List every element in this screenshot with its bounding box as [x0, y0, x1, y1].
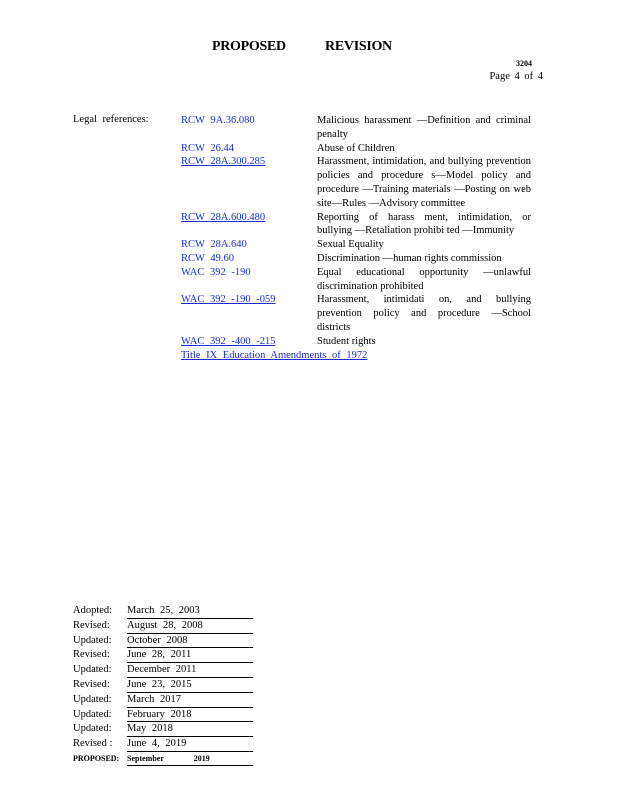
reference-code[interactable]: WAC 392 -190 — [181, 266, 251, 278]
reference-link-text[interactable]: RCW 28A.600.480 — [181, 211, 266, 223]
history-label: Updated: — [73, 664, 112, 676]
reference-description: Equal educational opportunity —unlawful discrimination prohibited — [317, 266, 531, 292]
history-date: May 2018 — [127, 722, 253, 737]
revision-history — [73, 604, 253, 766]
reference-code[interactable]: RCW 9A.36.080 — [181, 115, 255, 126]
reference-description: Sexual Equality — [317, 239, 384, 251]
history-label: Revised : — [73, 738, 113, 750]
proposed-label: PROPOSED: — [73, 753, 120, 763]
history-date: February 2018 — [127, 708, 253, 723]
reference-link-text[interactable]: WAC 392 -400 -215 — [181, 335, 276, 347]
page-title — [212, 39, 392, 55]
reference-link[interactable] — [181, 293, 317, 334]
legal-references-list — [181, 114, 531, 362]
history-label: Updated: — [73, 634, 112, 646]
legal-reference-row — [181, 114, 531, 142]
page-number: Page 4 of 4 — [489, 71, 543, 82]
history-label: Updated: — [73, 693, 112, 705]
legal-reference-row — [181, 238, 531, 252]
reference-code[interactable]: RCW 49.60 — [181, 252, 234, 264]
history-row — [73, 663, 253, 678]
policy-number: 3204 — [516, 59, 532, 68]
reference-link-text[interactable]: WAC 392 -190 -059 — [181, 294, 276, 306]
reference-link-text[interactable]: RCW 28A.300.285 — [181, 156, 266, 168]
title-ix-link[interactable] — [181, 349, 531, 363]
history-row — [73, 722, 253, 737]
legal-references-label: Legal references: — [73, 114, 149, 125]
legal-reference-row — [181, 142, 531, 156]
reference-description: Harassment, intimidati on, and bullying prevention policy and procedure —School districts — [317, 294, 531, 333]
legal-reference-row — [181, 155, 531, 210]
reference-description: Abuse of Children — [317, 142, 395, 154]
history-label: Revised: — [73, 619, 110, 631]
history-date: June 23, 2015 — [127, 678, 253, 693]
reference-description: Harassment, intimidation, and bullying prevention policies and procedure s—Model policy and procedure —Training materials —Posting on web site—Rules —Advisory committee — [317, 156, 531, 209]
history-label: Adopted: — [73, 605, 113, 616]
history-row-proposed — [73, 752, 253, 766]
title-word-revision: REVISION — [325, 39, 392, 54]
legal-reference-row — [181, 335, 531, 349]
reference-description: Discrimination —human rights commission — [317, 252, 502, 264]
history-row — [73, 693, 253, 708]
legal-reference-row — [181, 252, 531, 266]
history-label: Revised: — [73, 649, 110, 661]
history-row — [73, 737, 253, 752]
reference-code[interactable]: RCW 28A.640 — [181, 239, 247, 251]
history-date: March 25, 2003 — [127, 604, 253, 619]
reference-link[interactable] — [181, 211, 317, 239]
legal-reference-row — [181, 293, 531, 334]
history-row — [73, 708, 253, 723]
reference-description: Reporting of harass ment, intimidation, or bullying —Retaliation prohibi ted —Immunity — [317, 211, 531, 237]
title-ix-link-text[interactable]: Title IX Education Amendments of 1972 — [181, 349, 368, 361]
legal-reference-row — [181, 266, 531, 294]
history-label: Updated: — [73, 723, 112, 735]
reference-description: Malicious harassment —Definition and criminal penalty — [317, 115, 531, 140]
reference-description: Student rights — [317, 335, 376, 347]
history-date: June 4, 2019 — [127, 737, 253, 752]
history-date: December 2011 — [127, 663, 253, 678]
history-date: June 28, 2011 — [127, 648, 253, 663]
history-row — [73, 604, 253, 619]
history-row — [73, 619, 253, 634]
history-label: Revised: — [73, 678, 110, 690]
history-row — [73, 678, 253, 693]
history-label: Updated: — [73, 708, 112, 720]
history-date: October 2008 — [127, 634, 253, 649]
history-date: August 28, 2008 — [127, 619, 253, 634]
reference-link[interactable] — [181, 155, 317, 210]
title-word-proposed: PROPOSED — [212, 39, 286, 54]
history-row — [73, 648, 253, 663]
reference-code[interactable]: RCW 26.44 — [181, 142, 234, 154]
history-date: March 2017 — [127, 693, 253, 708]
history-row — [73, 634, 253, 649]
proposed-date: September 2019 — [127, 752, 253, 766]
legal-reference-row — [181, 211, 531, 239]
reference-link[interactable] — [181, 335, 317, 349]
